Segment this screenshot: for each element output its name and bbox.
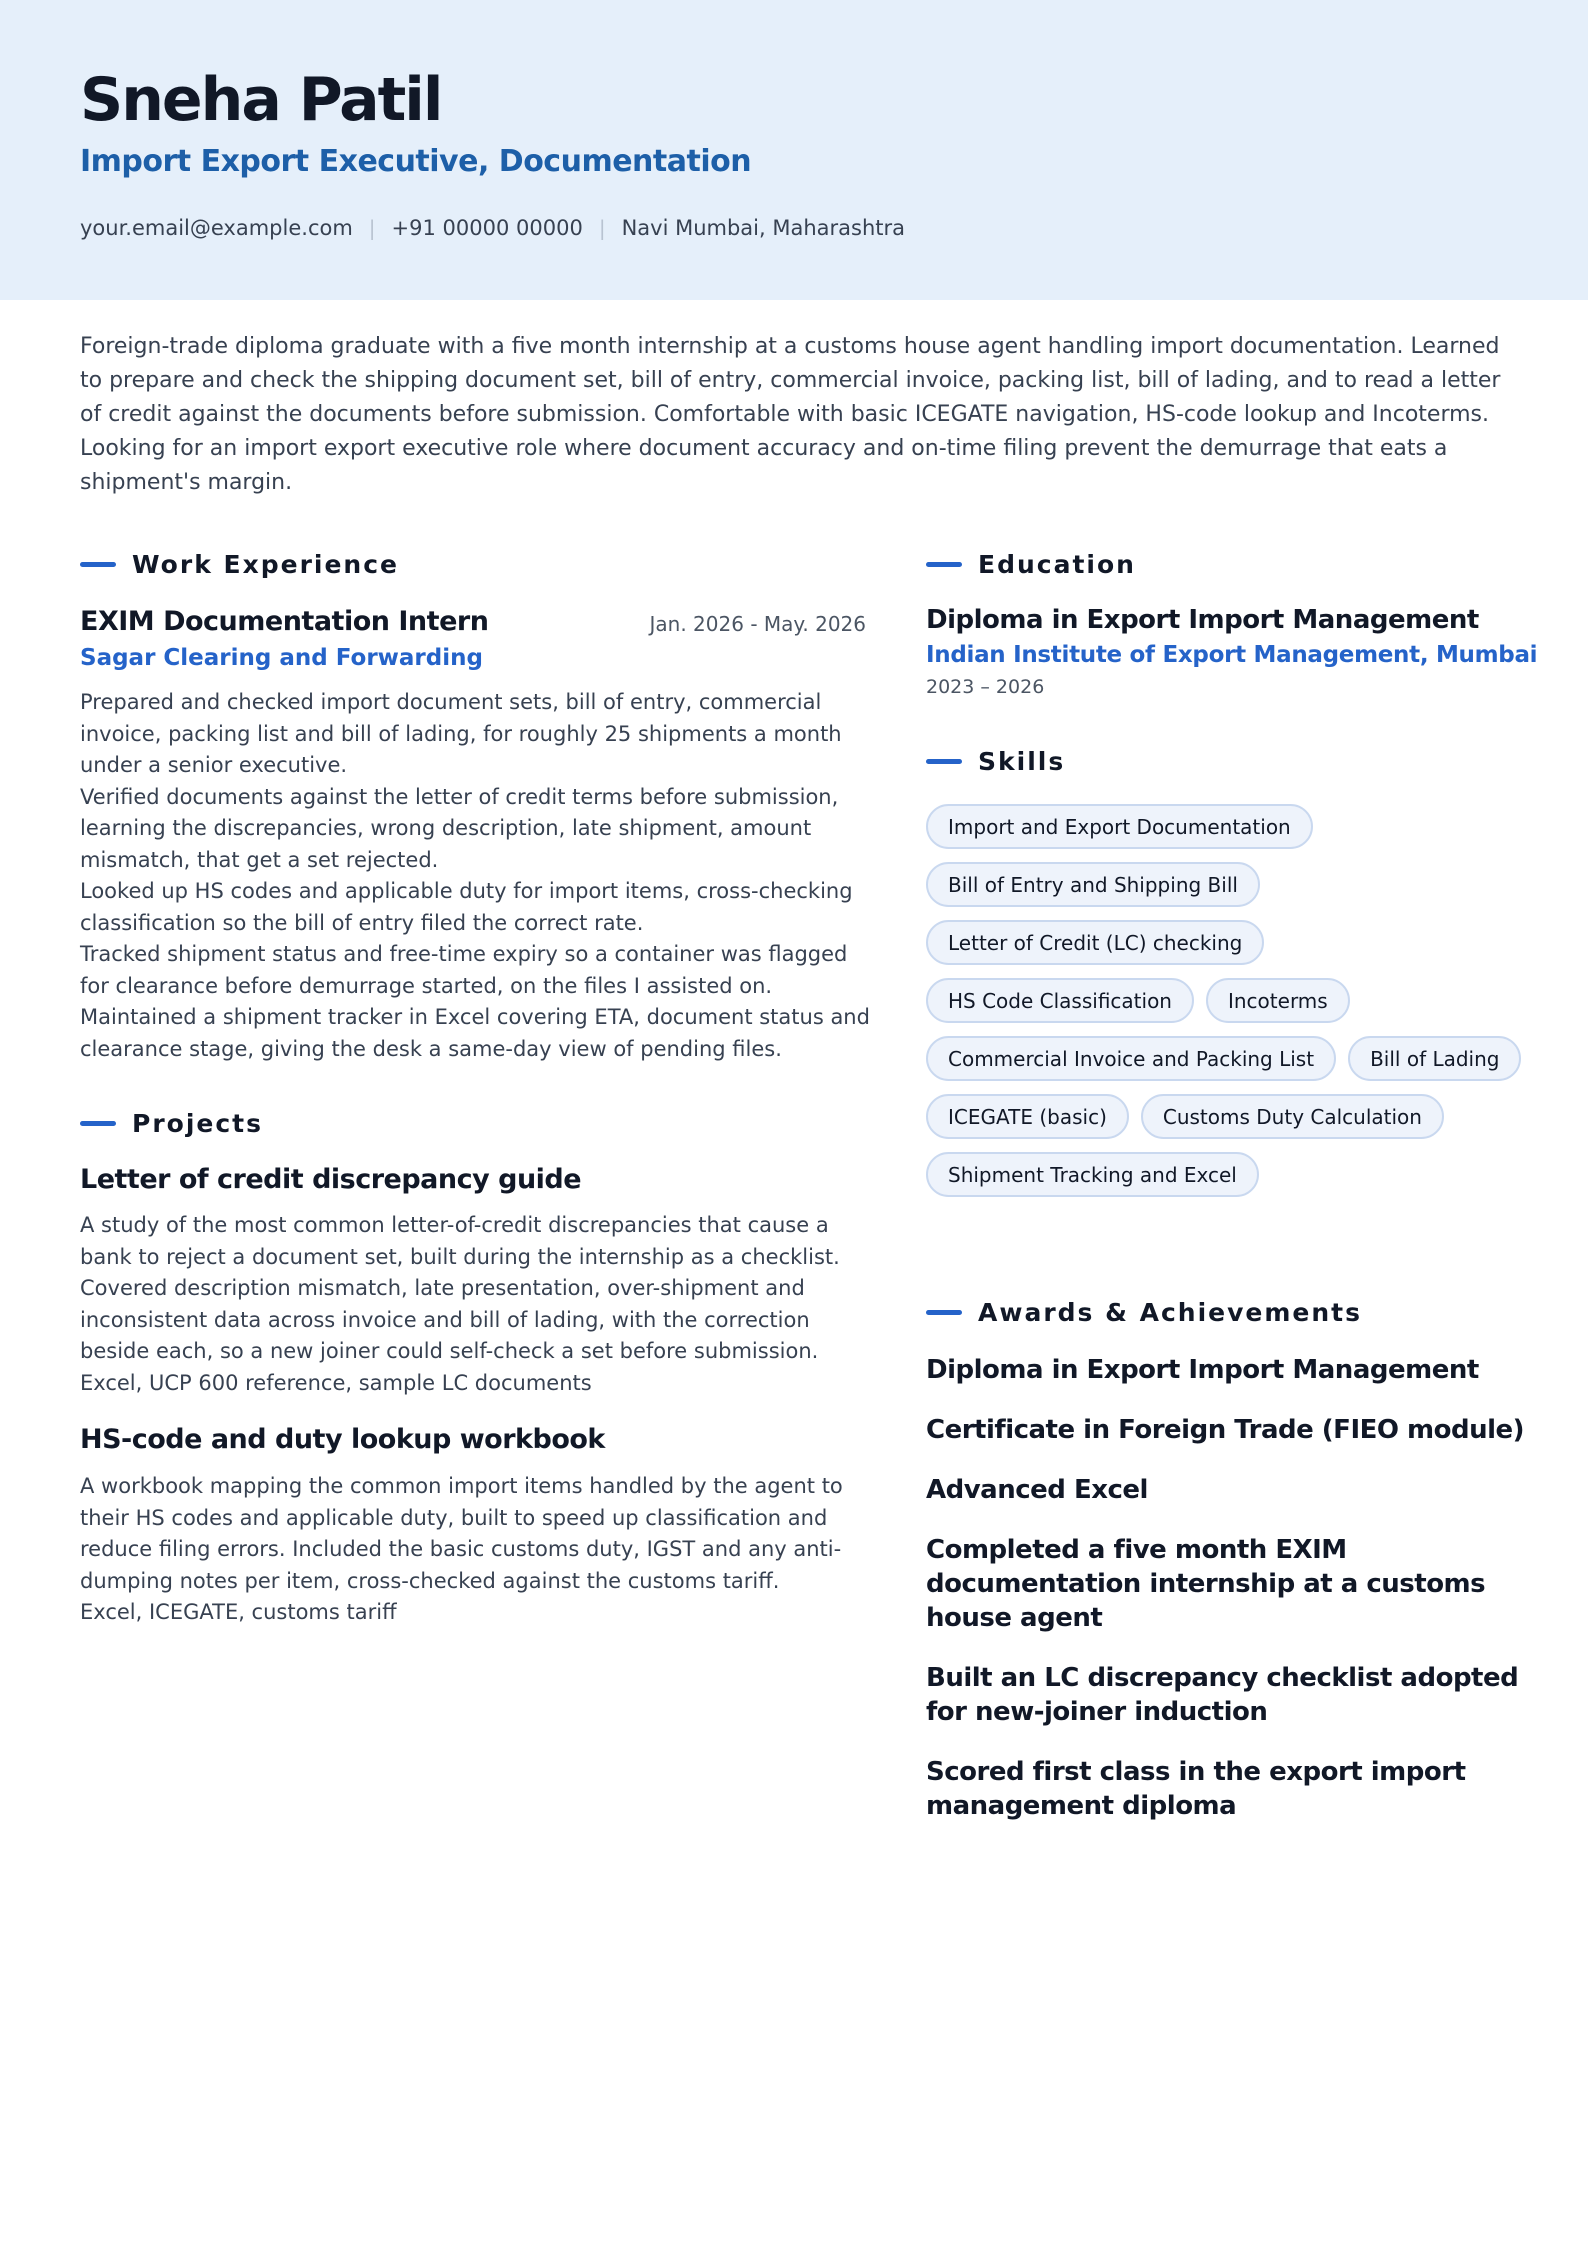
skill-chip: Bill of Lading (1348, 1036, 1521, 1081)
section-accent-bar (926, 1310, 962, 1315)
award-item: Scored first class in the export import management diploma (926, 1757, 1466, 1821)
project-description: A study of the most common letter-of-credit discrepancies that cause a bank to reject a document set, built during the internship as a checklist. Covered description mismatch, late presentation, over-shipment and inconsistent data across invoice and bill of lading, with the correction beside each, so a new joiner could self-check a set before submission. (80, 1213, 840, 1363)
project-body (80, 1210, 880, 1399)
section-title: Education (978, 549, 1136, 579)
education-school: Indian Institute of Export Management, Mumbai (926, 642, 1538, 668)
candidate-name: Sneha Patil (80, 65, 442, 135)
email-text: your.email@example.com (80, 216, 353, 240)
job-item: Tracked shipment status and free-time expiry so a container was flagged for clearance before demurrage started, on the files I assisted on. (80, 942, 848, 998)
section-accent-bar (80, 1121, 116, 1126)
awards-list (926, 1353, 1526, 1849)
education-degree: Diploma in Export Import Management (926, 605, 1479, 635)
phone-text: +91 00000 00000 (391, 216, 583, 240)
award-item: Advanced Excel (926, 1475, 1148, 1505)
job-company: Sagar Clearing and Forwarding (80, 645, 483, 671)
section-heading-work (80, 546, 399, 582)
project-body (80, 1471, 880, 1629)
project-tools: Excel, ICEGATE, customs tariff (80, 1600, 397, 1624)
resume-header (0, 0, 1588, 300)
skill-chip: Bill of Entry and Shipping Bill (926, 862, 1260, 907)
skill-chip: HS Code Classification (926, 978, 1194, 1023)
section-title: Awards & Achievements (978, 1297, 1363, 1327)
job-item: Verified documents against the letter of credit terms before submission, learning the discrepancies, wrong description, late shipment, amount mismatch, that get a set rejected. (80, 784, 839, 872)
skill-chip: Letter of Credit (LC) checking (926, 920, 1264, 965)
summary-paragraph: Foreign-trade diploma graduate with a five month internship at a customs house agent handling import documentation. Learned to prepare and check the shipping document set, bill of entry, commercial invoice, packing list, bill of lading, and to read a letter of credit against the documents before submission. Comfortable with basic ICEGATE navigation, HS-code lookup and Incoterms. Looking for an import export executive role where document accuracy and on-time filing prevent the demurrage that eats a shipment's margin. (80, 334, 1501, 495)
section-title: Skills (978, 746, 1066, 776)
skill-chip: ICEGATE (basic) (926, 1094, 1129, 1139)
job-item: Prepared and checked import document sets, bill of entry, commercial invoice, packing list and bill of lading, for roughly 25 shipments a month under a senior executive. (80, 690, 842, 777)
location-text: Navi Mumbai, Maharashtra (621, 216, 906, 240)
award-item: Diploma in Export Import Management (926, 1355, 1479, 1385)
job-item: Maintained a shipment tracker in Excel covering ETA, document status and clearance stage, giving the desk a same-day view of pending files. (80, 1005, 870, 1061)
candidate-role: Import Export Executive, Documentation (80, 144, 752, 179)
section-heading-projects (80, 1105, 263, 1141)
section-heading-skills (926, 743, 1065, 779)
skill-chip: Customs Duty Calculation (1141, 1094, 1444, 1139)
section-title: Projects (132, 1108, 264, 1138)
project-description: A workbook mapping the common import items handled by the agent to their HS codes and applicable duty, built to speed up classification and reduce filing errors. Included the basic customs duty, IGST and any anti-dumping notes per item, cross-checked against the customs tariff. (80, 1474, 843, 1593)
section-accent-bar (926, 759, 962, 764)
skill-chip: Shipment Tracking and Excel (926, 1152, 1259, 1197)
section-accent-bar (926, 562, 962, 567)
contact-separator: | (368, 216, 376, 240)
project-title: HS-code and duty lookup workbook (80, 1424, 605, 1455)
job-title: EXIM Documentation Intern (80, 606, 489, 637)
section-title: Work Experience (132, 549, 399, 579)
project-title: Letter of credit discrepancy guide (80, 1164, 582, 1195)
section-heading-education (926, 546, 1136, 582)
job-description (80, 687, 880, 1065)
skill-chip: Incoterms (1206, 978, 1350, 1023)
award-item: Completed a five month EXIM documentation internship at a customs house agent (926, 1535, 1486, 1633)
job-item: Looked up HS codes and applicable duty for import items, cross-checking classification so the bill of entry filed the correct rate. (80, 879, 853, 935)
skill-chip: Import and Export Documentation (926, 804, 1313, 849)
job-dates: Jan. 2026 - May. 2026 (649, 612, 866, 636)
contact-separator: | (598, 216, 606, 240)
skill-chip: Commercial Invoice and Packing List (926, 1036, 1336, 1081)
education-years: 2023 – 2026 (926, 676, 1045, 698)
project-tools: Excel, UCP 600 reference, sample LC documents (80, 1370, 592, 1395)
skills-list (926, 804, 1526, 1197)
award-item: Certificate in Foreign Trade (FIEO module) (926, 1415, 1525, 1445)
award-item: Built an LC discrepancy checklist adopted for new-joiner induction (926, 1663, 1519, 1727)
contact-line (80, 212, 905, 244)
section-accent-bar (80, 562, 116, 567)
section-heading-awards (926, 1294, 1362, 1330)
